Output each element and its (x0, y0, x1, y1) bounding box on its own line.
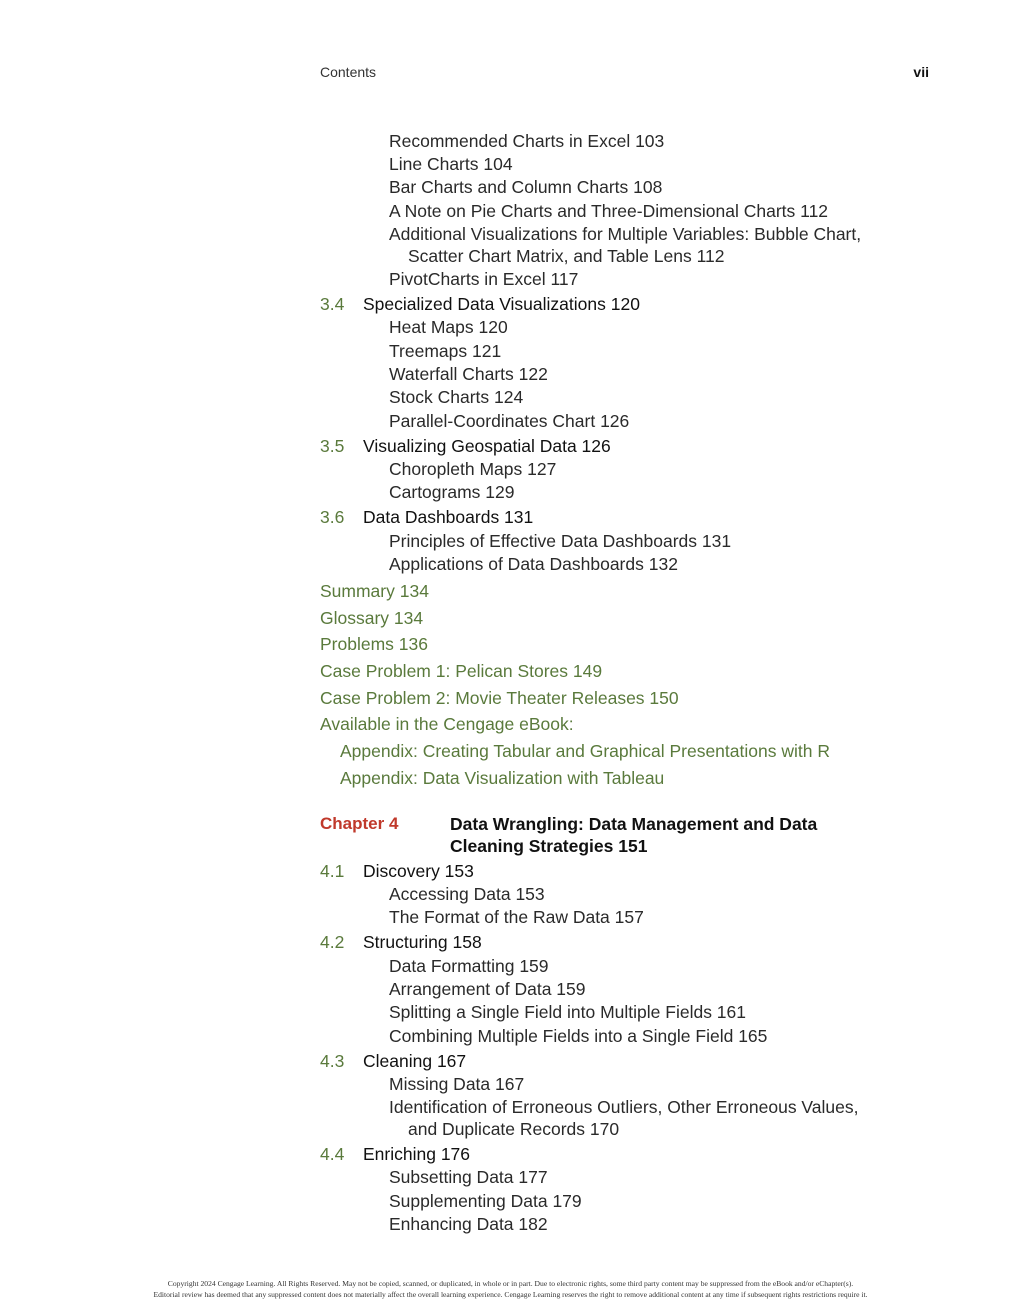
toc-case-problem-1[interactable]: Case Problem 1: Pelican Stores 149 (320, 661, 603, 681)
copyright-line: Editorial review has deemed that any suppressed content does not materially affect the overall learning experience. Cengage Learning reserves the right to remove additional content at any time if subsequent rights restrictions require it. (153, 1290, 868, 1299)
toc-appendix-r[interactable]: Appendix: Creating Tabular and Graphical Presentations with R (340, 741, 830, 761)
toc-entry[interactable]: Supplementing Data 179 (389, 1191, 582, 1211)
toc-entry[interactable]: PivotCharts in Excel 117 (389, 269, 579, 289)
toc-ebook-note: Available in the Cengage eBook: (320, 714, 574, 734)
toc-summary[interactable]: Summary 134 (320, 581, 429, 601)
page-number: vii (913, 64, 929, 80)
toc-entry[interactable]: Heat Maps 120 (389, 317, 508, 337)
toc-entry[interactable] (389, 1096, 859, 1140)
toc-entry[interactable] (389, 223, 861, 267)
toc-entry[interactable]: Combining Multiple Fields into a Single Field 165 (389, 1026, 768, 1046)
section-number: 4.4 (320, 1144, 345, 1164)
toc-entry[interactable]: Accessing Data 153 (389, 884, 545, 904)
toc-entry[interactable]: Arrangement of Data 159 (389, 979, 586, 999)
toc-entry[interactable]: Line Charts 104 (389, 154, 513, 174)
toc-appendix-tableau[interactable]: Appendix: Data Visualization with Tableau (340, 768, 665, 788)
chapter-title (450, 813, 817, 857)
section-title: Structuring 158 (363, 932, 482, 952)
section-title: Cleaning 167 (363, 1051, 467, 1071)
toc-entry-continuation: Scatter Chart Matrix, and Table Lens 112 (408, 246, 725, 266)
toc-entry[interactable]: Waterfall Charts 122 (389, 364, 548, 384)
section-number: 4.3 (320, 1051, 345, 1071)
toc-case-problem-2[interactable]: Case Problem 2: Movie Theater Releases 150 (320, 688, 679, 708)
chapter-title-line: Cleaning Strategies 151 (450, 836, 648, 856)
chapter-label: Chapter 4 (320, 814, 399, 833)
toc-problems[interactable]: Problems 136 (320, 634, 428, 654)
section-title: Data Dashboards 131 (363, 507, 534, 527)
toc-entry[interactable]: Enhancing Data 182 (389, 1214, 548, 1234)
toc-entry[interactable]: Treemaps 121 (389, 341, 502, 361)
toc-section-3-6[interactable] (320, 506, 533, 528)
toc-entry[interactable]: Applications of Data Dashboards 132 (389, 554, 678, 574)
toc-entry[interactable]: Splitting a Single Field into Multiple Fields 161 (389, 1002, 746, 1022)
section-title: Visualizing Geospatial Data 126 (363, 436, 611, 456)
toc-entry[interactable]: Bar Charts and Column Charts 108 (389, 177, 663, 197)
section-number: 4.1 (320, 861, 345, 881)
section-title: Enriching 176 (363, 1144, 471, 1164)
section-number: 3.4 (320, 294, 345, 314)
section-number: 4.2 (320, 932, 345, 952)
toc-section-3-4[interactable] (320, 293, 640, 315)
toc-entry-continuation: and Duplicate Records 170 (408, 1119, 620, 1139)
toc-entry[interactable]: Parallel-Coordinates Chart 126 (389, 411, 630, 431)
toc-entry[interactable]: The Format of the Raw Data 157 (389, 907, 644, 927)
copyright-footer (0, 1278, 1021, 1300)
section-number: 3.6 (320, 507, 345, 527)
toc-section-3-5[interactable] (320, 435, 611, 457)
toc-entry[interactable]: Cartograms 129 (389, 482, 515, 502)
toc-section-4-1[interactable] (320, 860, 474, 882)
section-title: Specialized Data Visualizations 120 (363, 294, 640, 314)
toc-entry[interactable]: Stock Charts 124 (389, 387, 524, 407)
toc-entry[interactable]: Missing Data 167 (389, 1074, 525, 1094)
running-header-title: Contents (320, 64, 377, 80)
toc-section-4-4[interactable] (320, 1143, 470, 1165)
copyright-line: Copyright 2024 Cengage Learning. All Rights Reserved. May not be copied, scanned, or duplicated, in whole or in part. Due to electronic rights, some third party content may be suppressed from the eBook and/or eChapter(s). (167, 1279, 854, 1288)
chapter-title-line: Data Wrangling: Data Management and Data (450, 814, 818, 834)
toc-entry[interactable]: Choropleth Maps 127 (389, 459, 557, 479)
toc-glossary[interactable]: Glossary 134 (320, 608, 424, 628)
toc-section-4-3[interactable] (320, 1050, 466, 1072)
toc-section-4-2[interactable] (320, 931, 482, 953)
section-title: Discovery 153 (363, 861, 474, 881)
toc-entry[interactable]: Recommended Charts in Excel 103 (389, 131, 665, 151)
toc-entry[interactable]: Subsetting Data 177 (389, 1167, 548, 1187)
toc-entry-line: Identification of Erroneous Outliers, Other Erroneous Values, (389, 1097, 859, 1117)
toc-entry-line: Additional Visualizations for Multiple Variables: Bubble Chart, (389, 224, 862, 244)
section-number: 3.5 (320, 436, 345, 456)
toc-entry[interactable]: Data Formatting 159 (389, 956, 549, 976)
toc-entry[interactable]: Principles of Effective Data Dashboards 131 (389, 531, 732, 551)
toc-entry[interactable]: A Note on Pie Charts and Three-Dimensional Charts 112 (389, 201, 829, 221)
